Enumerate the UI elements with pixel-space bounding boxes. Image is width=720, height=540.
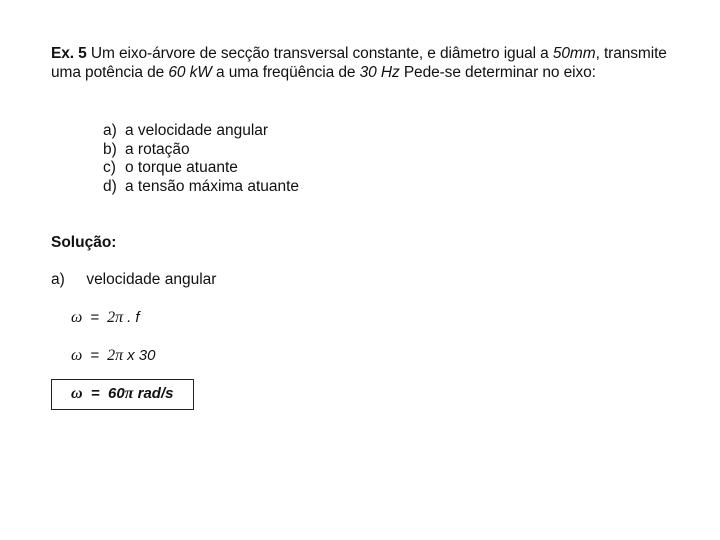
- equals-sign: =: [90, 385, 100, 402]
- result-number: 60: [108, 385, 125, 402]
- part-label: velocidade angular: [86, 271, 217, 288]
- problem-label: Ex. 5: [51, 45, 87, 62]
- question-item: [103, 141, 299, 160]
- solution-part-a: [51, 271, 216, 289]
- equals-sign: =: [90, 347, 100, 364]
- result-box: [51, 379, 194, 410]
- problem-power: 60 kW: [168, 64, 212, 81]
- question-list: [103, 122, 299, 196]
- problem-text-1: Um eixo-árvore de secção transversal constante, e diâmetro igual a: [86, 45, 553, 62]
- problem-statement: [51, 44, 671, 82]
- result-unit: rad/s: [137, 385, 174, 402]
- two-pi: 2π: [107, 309, 124, 326]
- question-item: [103, 178, 299, 197]
- solution-title: Solução:: [51, 234, 117, 251]
- problem-frequency: 30 Hz: [359, 64, 400, 81]
- item-mark: d): [103, 177, 117, 195]
- problem-text-2: , transmite uma potência de: [51, 45, 667, 81]
- equation-2: [71, 347, 155, 365]
- problem-diameter: 50mm: [552, 45, 596, 62]
- question-item: [103, 122, 299, 141]
- omega-symbol: ω: [71, 309, 83, 326]
- item-mark: c): [103, 159, 116, 176]
- equation-1: [71, 309, 140, 327]
- item-mark: b): [103, 140, 117, 158]
- omega-symbol: ω: [71, 347, 83, 364]
- item-text: a tensão máxima atuante: [125, 177, 300, 195]
- equals-sign: =: [90, 309, 100, 326]
- item-text: a rotação: [125, 140, 190, 158]
- problem-text-3: a uma freqüência de: [211, 64, 360, 81]
- omega-symbol: ω: [71, 385, 83, 402]
- times-thirty: x 30: [127, 347, 156, 364]
- result-equation: [71, 385, 173, 403]
- problem-text-4: Pede-se determinar no eixo:: [399, 64, 596, 81]
- two-pi: 2π: [107, 347, 124, 364]
- item-mark: a): [103, 122, 117, 139]
- pi-symbol: π: [124, 385, 134, 402]
- item-text: o torque atuante: [125, 159, 238, 176]
- times-frequency: . f: [127, 309, 140, 326]
- part-mark: a): [51, 271, 65, 288]
- item-text: a velocidade angular: [125, 122, 269, 139]
- question-item: [103, 159, 299, 178]
